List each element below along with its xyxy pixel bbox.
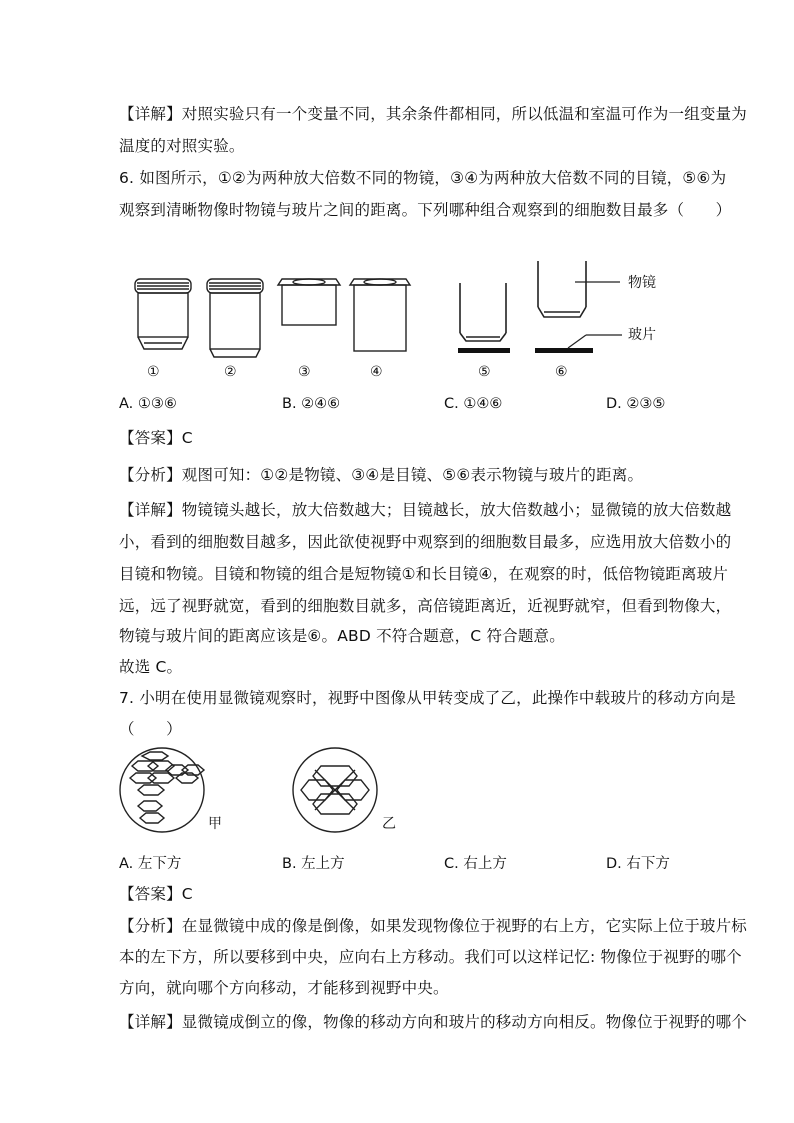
- q6-detail-line-3: 目镜和物镜。目镜和物镜的组合是短物镜①和长目镜④，在观察的时，低倍物镜距离玻片: [119, 565, 729, 583]
- objective-short-icon: [135, 279, 191, 349]
- fig-label-2: ②: [224, 364, 237, 380]
- q6-detail-line-1: 【详解】物镜镜头越长，放大倍数越大；目镜越长，放大倍数越小；显微镜的放大倍数越: [119, 501, 732, 519]
- q6-detail-line-5: 物镜与玻片间的距离应该是⑥。ABD 不符合题意，C 符合题意。: [119, 627, 565, 645]
- label-yi: 乙: [382, 816, 396, 832]
- fig-label-5: ⑤: [478, 364, 491, 380]
- q7-analysis-line-2: 本的左下方，所以要移到中央，应向右上方移动。我们可以这样记忆: 物像位于视野的哪个: [119, 948, 742, 966]
- q7-analysis-line-3: 方向，就向哪个方向移动，才能移到视野中央。: [119, 979, 449, 997]
- q6-option-d: D. ②③⑤: [606, 396, 666, 412]
- eyepiece-short-icon: [278, 279, 340, 325]
- q6-conclusion: 故选 C。: [119, 658, 183, 676]
- objective-long-icon: [207, 279, 263, 357]
- q7-option-c: C. 右上方: [444, 856, 507, 872]
- objective-label: 物镜: [628, 275, 656, 291]
- q6-stem-line-2: 观察到清晰物像时物镜与玻片之间的距离。下列哪种组合观察到的细胞数目最多（ ）: [119, 201, 732, 219]
- q7-detail-line-1: 【详解】显微镜成倒立的像，物像的移动方向和玻片的移动方向相反。物像位于视野的哪个: [119, 1013, 748, 1031]
- q6-option-b: B. ②④⑥: [282, 396, 341, 412]
- objective-slide-distance-6-icon: [535, 261, 622, 353]
- fig-label-6: ⑥: [555, 364, 568, 380]
- q7-stem-line-2: （ ）: [119, 720, 182, 738]
- q6-analysis: 【分析】观图可知：①②是物镜、③④是目镜、⑤⑥表示物镜与玻片的距离。: [119, 466, 644, 484]
- field-jia-icon: [120, 748, 204, 832]
- q7-field-of-view-figure: [120, 748, 420, 848]
- q7-option-b: B. 左上方: [282, 856, 345, 872]
- eyepiece-long-icon: [350, 279, 410, 351]
- q7-answer: 【答案】C: [119, 885, 193, 903]
- q7-analysis-line-1: 【分析】在显微镜中成的像是倒像，如果发现物像位于视野的右上方，它实际上位于玻片标: [119, 917, 748, 935]
- q7-stem-line-1: 7. 小明在使用显微镜观察时，视野中图像从甲转变成了乙，此操作中载玻片的移动方向是: [119, 689, 736, 707]
- q6-option-a: A. ①③⑥: [119, 396, 177, 412]
- fig-label-3: ③: [298, 364, 311, 380]
- q6-detail-line-2: 小，看到的细胞数目越多，因此欲使视野中观察到的细胞数目最多，应选用放大倍数小的: [119, 533, 732, 551]
- q6-detail-line-4: 远，远了视野就宽，看到的细胞数目就多，高倍镜距离近，近视野就窄，但看到物像大，: [119, 597, 732, 615]
- detail-line-2: 温度的对照实验。: [119, 137, 245, 155]
- q7-option-d: D. 右下方: [606, 856, 670, 872]
- field-yi-icon: [293, 748, 377, 832]
- q6-stem-line-1: 6. 如图所示，①②为两种放大倍数不同的物镜，③④为两种放大倍数不同的目镜，⑤⑥为: [119, 169, 727, 187]
- q6-answer: 【答案】C: [119, 429, 193, 447]
- fig-label-4: ④: [370, 364, 383, 380]
- q6-option-c: C. ①④⑥: [444, 396, 503, 412]
- q6-lens-figure: [110, 255, 670, 385]
- label-jia: 甲: [208, 816, 222, 832]
- objective-slide-distance-5-icon: [458, 283, 510, 353]
- q7-option-a: A. 左下方: [119, 856, 182, 872]
- slide-label: 玻片: [628, 327, 656, 343]
- fig-label-1: ①: [147, 364, 160, 380]
- detail-line-1: 【详解】对照实验只有一个变量不同，其余条件都相同，所以低温和室温可作为一组变量为: [119, 105, 748, 123]
